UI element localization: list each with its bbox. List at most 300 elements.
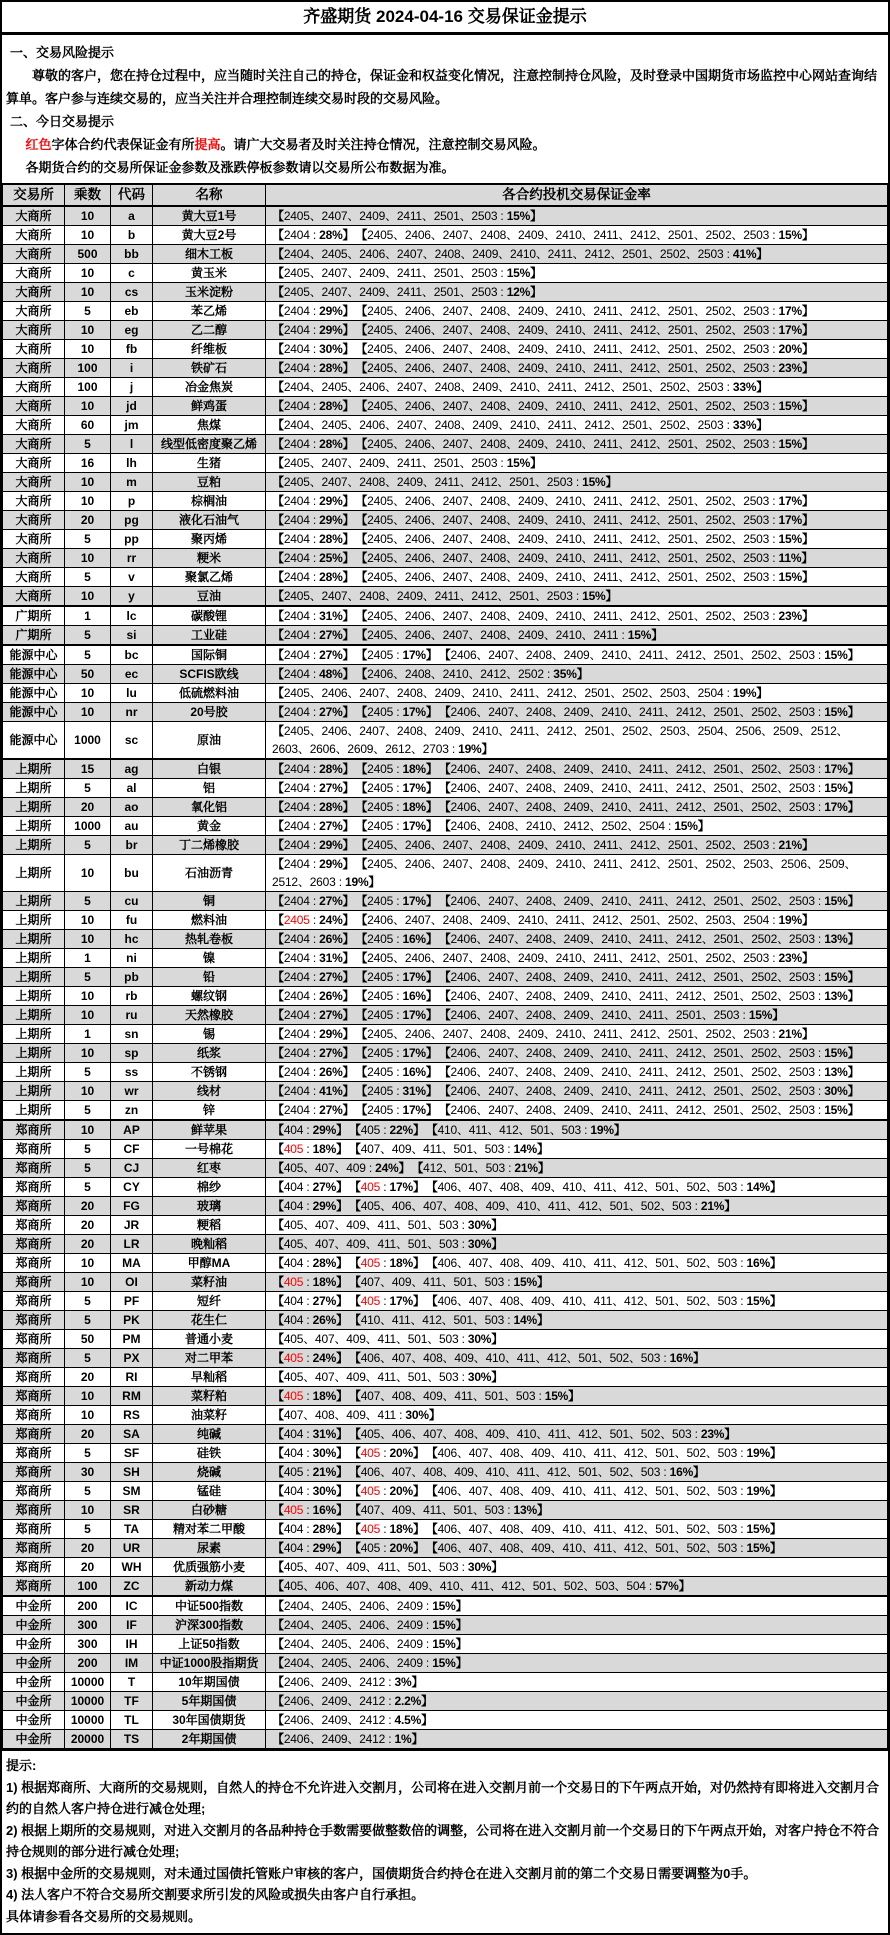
margin-group: 【2405、2407、2409、2411、2501、2503 : 15%】 [272,266,542,280]
margin-group: 【407、408、409、411 : 30%】 [272,1408,441,1422]
multiplier-cell: 10 [65,703,111,722]
margin-group: 【2404 : 27%】 [272,705,355,719]
multiplier-cell: 5 [65,1292,111,1311]
multiplier-cell: 5 [65,1520,111,1539]
multiplier-cell: 5 [65,530,111,549]
name-cell: 一号棉花 [153,1140,266,1159]
name-cell: 棉纱 [153,1178,266,1197]
table-row [3,245,888,264]
name-cell: 烧碱 [153,1463,266,1482]
margin-group: 【2404 : 29%】 [272,838,355,852]
margin-cell [266,703,888,722]
margin-group: 【405 : 18%】 [272,1275,348,1289]
code-cell: wr [111,1082,153,1101]
margin-group: 【407、408、409、411、501、503 : 15%】 [354,1389,580,1403]
code-cell: TF [111,1692,153,1711]
margin-group: 【406、407、408、409、410、411、412、501、502、503 : 16%】 [431,1256,782,1270]
table-row [3,1159,888,1178]
margin-cell [266,1368,888,1387]
name-cell: 甲醇MA [153,1254,266,1273]
name-cell: 线材 [153,1082,266,1101]
code-cell: eg [111,321,153,340]
exchange-cell: 上期所 [3,987,65,1006]
code-cell: c [111,264,153,283]
table-row [3,492,888,511]
code-cell: IH [111,1635,153,1654]
code-cell: TS [111,1730,153,1749]
margin-cell [266,968,888,987]
table-row [3,855,888,892]
name-cell: SCFIS欧线 [153,665,266,684]
margin-group: 【406、407、408、409、410、411、412、501、502、503 : 15%】 [431,1541,782,1555]
table-row [3,1577,888,1597]
exchange-cell: 郑商所 [3,1539,65,1558]
margin-group: 【405、407、409、411、501、503 : 30%】 [272,1560,504,1574]
name-cell: 5年期国债 [153,1692,266,1711]
margin-group: 【2405 : 16%】 [361,932,438,946]
multiplier-cell: 10 [65,855,111,892]
table-row [3,397,888,416]
margin-group: 【2405、2406、2407、2408、2409、2410、2411、2412、2501、2502、2503 : 17%】 [361,323,814,337]
margin-group: 【2406、2407、2408、2409、2410、2411、2412、2501、2502、2503 : 13%】 [444,1065,860,1079]
margin-group: 【2404 : 26%】 [272,989,355,1003]
exchange-cell: 大商所 [3,435,65,454]
multiplier-cell: 20 [65,798,111,817]
code-cell: RS [111,1406,153,1425]
margin-group: 【2406、2407、2408、2409、2410、2411、2412、2501、2502、2503 : 13%】 [444,932,860,946]
table-row [3,1311,888,1330]
table-row [3,1044,888,1063]
margin-group: 【405、407、409、411、501、503 : 30%】 [272,1332,504,1346]
exchange-cell: 大商所 [3,454,65,473]
table-row [3,949,888,968]
margin-group: 【412、501、503 : 21%】 [417,1161,550,1175]
margin-group: 【2405、2406、2407、2408、2409、2410、2411、2412、2501、2502、2503 : 21%】 [361,838,814,852]
margin-cell [266,1140,888,1159]
exchange-cell: 大商所 [3,283,65,302]
table-row [3,817,888,836]
exchange-cell: 广期所 [3,626,65,646]
margin-group: 【406、407、408、409、410、411、412、501、502、503 : 14%】 [431,1180,782,1194]
margin-group: 【2404 : 27%】 [272,628,355,642]
margin-group: 【2406、2409、2412 : 3%】 [272,1675,424,1689]
exchange-cell: 郑商所 [3,1235,65,1254]
margin-group: 【2406、2407、2408、2409、2410、2411、2412、2501、2502、2503 : 30%】 [444,1084,860,1098]
code-cell: IF [111,1616,153,1635]
name-cell: 镍 [153,949,266,968]
table-row [3,340,888,359]
multiplier-cell: 10 [65,1273,111,1292]
margin-group: 【404 : 31%】 [272,1427,348,1441]
exchange-cell: 中金所 [3,1692,65,1711]
margin-group: 【2405、2406、2407、2408、2409、2410、2411、2412、2501、2502、2503、2506、2509、2512、2603 : 19%】 [272,857,857,889]
table-row [3,226,888,245]
margin-group: 【2406、2407、2408、2409、2410、2411、2412、2501、2502、2503 : 15%】 [444,970,860,984]
table-row [3,206,888,226]
table-row [3,1063,888,1082]
name-cell: 液化石油气 [153,511,266,530]
margin-cell [266,454,888,473]
table-row [3,1349,888,1368]
table-row [3,968,888,987]
name-cell: 螺纹钢 [153,987,266,1006]
margin-cell [266,1197,888,1216]
multiplier-cell: 300 [65,1616,111,1635]
margin-group: 【2405、2406、2407、2408、2409、2410、2411、2412、2501、2502、2503 : 15%】 [361,570,814,584]
margin-group: 【404 : 27%】 [272,1180,348,1194]
code-cell: LR [111,1235,153,1254]
name-cell: 石油沥青 [153,855,266,892]
margin-group: 【2405 : 17%】 [361,1008,438,1022]
exchange-cell: 上期所 [3,817,65,836]
margin-cell [266,1273,888,1292]
name-cell: 纯碱 [153,1425,266,1444]
margin-group: 【405 : 17%】 [354,1180,425,1194]
name-cell: 黄玉米 [153,264,266,283]
name-cell: 聚氯乙烯 [153,568,266,587]
name-cell: 聚丙烯 [153,530,266,549]
exchange-cell: 广期所 [3,606,65,626]
exchange-cell: 大商所 [3,340,65,359]
margin-group: 【404 : 27%】 [272,1294,348,1308]
exchange-cell: 上期所 [3,911,65,930]
code-cell: au [111,817,153,836]
margin-group: 【2405、2407、2409、2411、2501、2503 : 12%】 [272,285,542,299]
margin-group: 【407、409、411、501、503 : 14%】 [354,1142,549,1156]
margin-group: 【2405、2407、2409、2411、2501、2503 : 15%】 [272,456,542,470]
code-cell: PF [111,1292,153,1311]
table-row [3,836,888,855]
margin-group: 【2405 : 17%】 [361,648,438,662]
table-row [3,1330,888,1349]
table-row [3,1140,888,1159]
table-row [3,321,888,340]
name-cell: 优质强筋小麦 [153,1558,266,1577]
margin-group: 【2404、2405、2406、2409 : 15%】 [272,1618,468,1632]
multiplier-cell: 10000 [65,1673,111,1692]
margin-group: 【2404、2405、2406、2407、2408、2409、2410、2411、2412、2501、2502、2503 : 33%】 [272,418,769,432]
name-cell: 国际铜 [153,645,266,665]
name-cell: 线型低密度聚乙烯 [153,435,266,454]
margin-group: 【2404 : 27%】 [272,894,355,908]
code-cell: RI [111,1368,153,1387]
margin-group: 【2406、2407、2408、2409、2410、2411、2412、2501、2502、2503、2504 : 19%】 [361,913,814,927]
code-cell: bc [111,645,153,665]
name-cell: 油菜籽 [153,1406,266,1425]
margin-group: 【405、407、409、411、501、503 : 30%】 [272,1237,504,1251]
margin-rate-table [2,183,888,1749]
name-cell: 生猪 [153,454,266,473]
code-cell: PK [111,1311,153,1330]
exchange-cell: 中金所 [3,1596,65,1616]
margin-group: 【2404 : 28%】 [272,800,355,814]
table-row [3,1120,888,1140]
margin-group: 【2404 : 41%】 [272,1084,355,1098]
multiplier-cell: 20 [65,1425,111,1444]
exchange-cell: 郑商所 [3,1159,65,1178]
margin-cell [266,665,888,684]
table-row [3,987,888,1006]
exchange-cell: 中金所 [3,1635,65,1654]
code-cell: RM [111,1387,153,1406]
margin-cell [266,473,888,492]
margin-group: 【405 : 20%】 [354,1446,425,1460]
table-row [3,930,888,949]
multiplier-cell: 10 [65,321,111,340]
table-row [3,1425,888,1444]
multiplier-cell: 5 [65,968,111,987]
today-line1-tail: 。请广大交易者及时关注持仓情况，注意控制交易风险。 [220,137,546,152]
name-cell: 铁矿石 [153,359,266,378]
header-multiplier: 乘数 [65,184,111,206]
margin-group: 【2405 : 17%】 [361,894,438,908]
name-cell: 工业硅 [153,626,266,646]
code-cell: bu [111,855,153,892]
multiplier-cell: 20 [65,1558,111,1577]
name-cell: 天然橡胶 [153,1006,266,1025]
code-cell: pb [111,968,153,987]
multiplier-cell: 5 [65,836,111,855]
exchange-cell: 郑商所 [3,1463,65,1482]
code-cell: WH [111,1558,153,1577]
exchange-cell: 大商所 [3,416,65,435]
margin-cell [266,302,888,321]
code-cell: j [111,378,153,397]
exchange-cell: 上期所 [3,1063,65,1082]
table-row [3,1406,888,1425]
name-cell: 细木工板 [153,245,266,264]
code-cell: si [111,626,153,646]
margin-group: 【2406、2407、2408、2409、2410、2411、2412、2501、2502、2503 : 15%】 [444,1046,860,1060]
margin-cell [266,1654,888,1673]
margin-group: 【2404 : 27%】 [272,781,355,795]
multiplier-cell: 10000 [65,1692,111,1711]
table-row [3,626,888,646]
margin-group: 【405 : 24%】 [272,1351,348,1365]
margin-group: 【2405 : 18%】 [361,800,438,814]
code-cell: hc [111,930,153,949]
name-cell: 沪深300指数 [153,1616,266,1635]
margin-cell [266,759,888,779]
table-row [3,684,888,703]
multiplier-cell: 5 [65,779,111,798]
exchange-cell: 郑商所 [3,1120,65,1140]
page-title: 齐盛期货 2024-04-16 交易保证金提示 [2,2,888,35]
red-word-hongse: 红色 [25,137,52,152]
margin-cell [266,1349,888,1368]
multiplier-cell: 5 [65,1178,111,1197]
exchange-cell: 大商所 [3,568,65,587]
table-row [3,665,888,684]
code-cell: pg [111,511,153,530]
code-cell: al [111,779,153,798]
table-row [3,1673,888,1692]
name-cell: 晚籼稻 [153,1235,266,1254]
code-cell: b [111,226,153,245]
table-row [3,892,888,911]
table-row [3,283,888,302]
exchange-cell: 郑商所 [3,1197,65,1216]
margin-group: 【2404 : 27%】 [272,648,355,662]
multiplier-cell: 5 [65,1349,111,1368]
margin-group: 【2404 : 28%】 [272,399,355,413]
exchange-cell: 上期所 [3,855,65,892]
name-cell: 中证500指数 [153,1596,266,1616]
risk-heading: 一、交易风险提示 [10,45,115,60]
margin-group: 【404 : 29%】 [272,1541,348,1555]
code-cell: AP [111,1120,153,1140]
code-cell: CJ [111,1159,153,1178]
table-row [3,1482,888,1501]
margin-group: 【2405、2406、2407、2408、2409、2410、2411、2412、2501、2502、2503 : 17%】 [361,513,814,527]
multiplier-cell: 20 [65,1539,111,1558]
intro-section [2,35,888,183]
header-name: 名称 [153,184,266,206]
margin-group: 【405 : 16%】 [272,1503,348,1517]
margin-group: 【2404、2405、2406、2407、2408、2409、2410、2411、2412、2501、2502、2503 : 41%】 [272,247,769,261]
table-row [3,1692,888,1711]
margin-group: 【2404 : 27%】 [272,1103,355,1117]
exchange-cell: 上期所 [3,798,65,817]
name-cell: 棕榈油 [153,492,266,511]
code-cell: lu [111,684,153,703]
footer-last-line: 具体请参看各交易所的交易规则。 [6,1908,202,1924]
margin-cell [266,359,888,378]
multiplier-cell: 10 [65,684,111,703]
table-row [3,911,888,930]
exchange-cell: 大商所 [3,397,65,416]
table-row [3,511,888,530]
multiplier-cell: 30 [65,1463,111,1482]
margin-group: 【2404 : 28%】 [272,228,355,242]
code-cell: ni [111,949,153,968]
exchange-cell: 上期所 [3,759,65,779]
name-cell: 花生仁 [153,1311,266,1330]
multiplier-cell: 5 [65,1311,111,1330]
exchange-cell: 郑商所 [3,1520,65,1539]
exchange-cell: 上期所 [3,1006,65,1025]
exchange-cell: 郑商所 [3,1273,65,1292]
margin-cell [266,1082,888,1101]
red-word-tigao: 提高 [194,137,221,152]
margin-group: 【2405、2406、2407、2408、2409、2410、2411 : 15%】 [361,628,663,642]
code-cell: y [111,587,153,607]
exchange-cell: 郑商所 [3,1330,65,1349]
multiplier-cell: 100 [65,378,111,397]
exchange-cell: 郑商所 [3,1368,65,1387]
exchange-cell: 大商所 [3,206,65,226]
margin-group: 【2405、2406、2407、2408、2409、2410、2411、2412、2501、2502、2503 : 17%】 [361,494,814,508]
multiplier-cell: 16 [65,454,111,473]
code-cell: JR [111,1216,153,1235]
margin-group: 【2405 : 17%】 [361,819,438,833]
exchange-cell: 大商所 [3,264,65,283]
margin-cell [266,1178,888,1197]
margin-cell [266,645,888,665]
margin-group: 【2404 : 27%】 [272,970,355,984]
code-cell: sp [111,1044,153,1063]
table-row [3,1368,888,1387]
margin-cell [266,511,888,530]
table-row [3,264,888,283]
name-cell: 粳稻 [153,1216,266,1235]
multiplier-cell: 10000 [65,1711,111,1730]
code-cell: CY [111,1178,153,1197]
margin-group: 【2405、2406、2407、2408、2409、2410、2411、2412、2501、2502、2503 : 15%】 [361,437,814,451]
margin-group: 【2405 : 18%】 [361,762,438,776]
table-row [3,1387,888,1406]
table-row [3,606,888,626]
multiplier-cell: 10 [65,1501,111,1520]
exchange-cell: 大商所 [3,587,65,607]
today-line2: 各期货合约的交易所保证金参数及涨跌停板参数请以交易所公布数据为准。 [25,160,455,175]
margin-group: 【2405 : 17%】 [361,705,438,719]
margin-cell [266,206,888,226]
exchange-cell: 上期所 [3,1044,65,1063]
margin-group: 【2405、2406、2407、2408、2409、2410、2411、2412、2501、2502、2503 : 15%】 [361,228,814,242]
name-cell: 豆粕 [153,473,266,492]
exchange-cell: 上期所 [3,1025,65,1044]
margin-group: 【406、407、408、409、410、411、412、501、502、503 : 19%】 [431,1446,782,1460]
margin-group: 【405、407、409、411、501、503 : 30%】 [272,1370,504,1384]
margin-cell [266,1616,888,1635]
multiplier-cell: 10 [65,1387,111,1406]
table-row [3,1025,888,1044]
exchange-cell: 上期所 [3,892,65,911]
multiplier-cell: 20 [65,1368,111,1387]
margin-cell [266,1216,888,1235]
margin-group: 【2405、2407、2409、2411、2501、2503 : 15%】 [272,209,542,223]
table-row [3,1539,888,1558]
margin-group: 【2404 : 29%】 [272,494,355,508]
margin-cell [266,1006,888,1025]
code-cell: nr [111,703,153,722]
multiplier-cell: 5 [65,645,111,665]
name-cell: 氧化铝 [153,798,266,817]
margin-group: 【2404、2405、2406、2407、2408、2409、2410、2411、2412、2501、2502、2503 : 33%】 [272,380,769,394]
margin-group: 【405 : 18%】 [354,1522,425,1536]
margin-cell [266,1159,888,1178]
margin-group: 【2405 : 24%】 [272,913,355,927]
table-row [3,1101,888,1121]
margin-group: 【410、411、412、501、503 : 19%】 [431,1123,626,1137]
exchange-cell: 上期所 [3,1101,65,1121]
multiplier-cell: 10 [65,1082,111,1101]
code-cell: l [111,435,153,454]
margin-group: 【2406、2407、2408、2409、2410、2411、2412、2501、2502、2503 : 17%】 [444,800,860,814]
multiplier-cell: 5 [65,1063,111,1082]
margin-cell [266,1025,888,1044]
code-cell: pp [111,530,153,549]
exchange-cell: 郑商所 [3,1311,65,1330]
margin-cell [266,855,888,892]
multiplier-cell: 5 [65,1444,111,1463]
margin-group: 【405、406、407、408、409、410、411、412、501、502、503 : 23%】 [354,1427,737,1441]
code-cell: cu [111,892,153,911]
margin-group: 【405 : 22%】 [354,1123,425,1137]
margin-group: 【2404 : 28%】 [272,361,355,375]
name-cell: 粳米 [153,549,266,568]
margin-group: 【2404 : 28%】 [272,762,355,776]
margin-cell [266,1311,888,1330]
table-row [3,568,888,587]
multiplier-cell: 1 [65,1025,111,1044]
margin-cell [266,1501,888,1520]
table-row [3,1216,888,1235]
margin-group: 【2405、2407、2408、2409、2411、2412、2501、2503 : 15%】 [272,475,618,489]
exchange-cell: 大商所 [3,359,65,378]
multiplier-cell: 1000 [65,817,111,836]
